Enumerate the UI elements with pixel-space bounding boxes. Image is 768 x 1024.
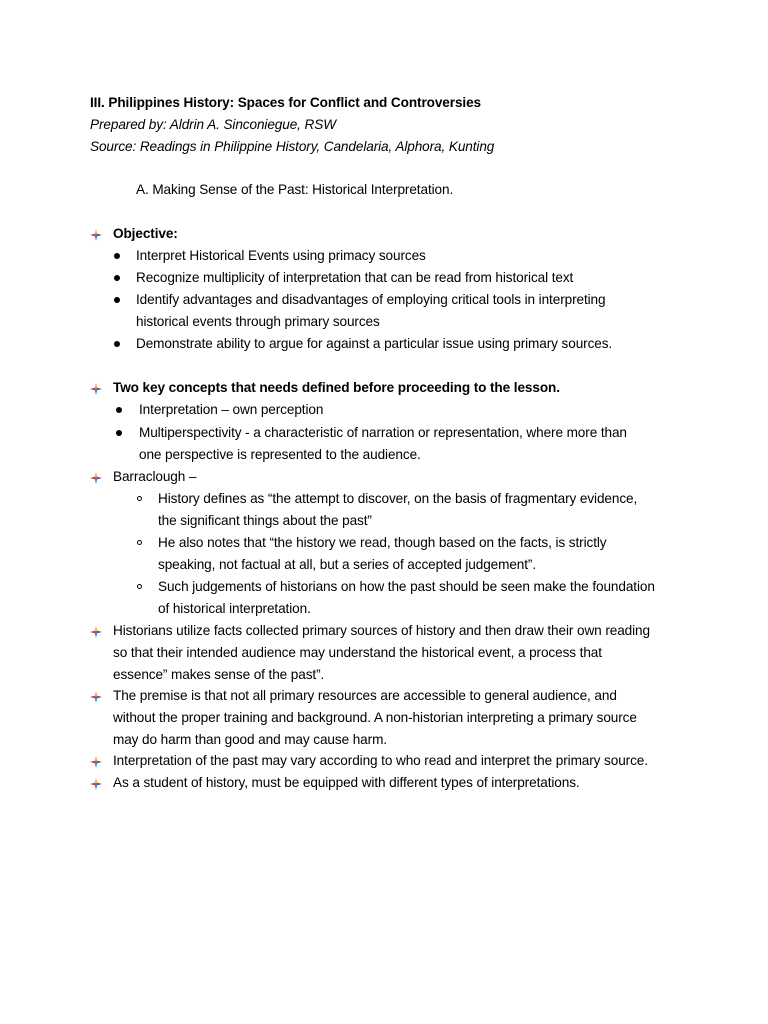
objective-label: Objective:	[113, 226, 178, 241]
bullet-dot	[116, 407, 122, 413]
objective-item: Interpret Historical Events using primacy sources	[136, 248, 426, 263]
star-bullet-icon	[90, 472, 102, 484]
bullet-dot	[114, 297, 120, 303]
bullet-dot	[114, 341, 120, 347]
star-bullet-icon	[90, 691, 102, 703]
paragraph-line: Interpretation of the past may vary according to who read and interpret the primary source.	[113, 753, 648, 768]
barraclough-item: He also notes that “the history we read, though based on the facts, is strictly	[158, 535, 607, 550]
barraclough-item-continuation: the significant things about the past”	[158, 513, 372, 528]
bullet-circle	[137, 496, 142, 501]
paragraph-line: so that their intended audience may understand the historical event, a process that	[113, 645, 602, 660]
barraclough-item-continuation: speaking, not factual at all, but a series of accepted judgement”.	[158, 557, 537, 572]
barraclough-item: Such judgements of historians on how the past should be seen make the foundation	[158, 579, 655, 594]
key-concepts-label: Two key concepts that needs defined before proceeding to the lesson.	[113, 380, 560, 395]
star-bullet-icon	[90, 626, 102, 638]
bullet-dot	[114, 253, 120, 259]
paragraph-line: As a student of history, must be equipped with different types of interpretations.	[113, 775, 580, 790]
bullet-dot	[116, 430, 122, 436]
source-line: Source: Readings in Philippine History, Candelaria, Alphora, Kunting	[90, 139, 495, 154]
paragraph-line: essence” makes sense of the past”.	[113, 667, 325, 682]
barraclough-item-continuation: of historical interpretation.	[158, 601, 311, 616]
objective-item: Recognize multiplicity of interpretation that can be read from historical text	[136, 270, 574, 285]
objective-item: Demonstrate ability to argue for against a particular issue using primary sources.	[136, 336, 613, 351]
objective-item-continuation: historical events through primary sources	[136, 314, 380, 329]
star-bullet-icon	[90, 778, 102, 790]
star-bullet-icon	[90, 229, 102, 241]
section-heading: A. Making Sense of the Past: Historical Interpretation.	[136, 182, 454, 197]
bullet-circle	[137, 584, 142, 589]
prepared-by: Prepared by: Aldrin A. Sinconiegue, RSW	[90, 117, 336, 132]
bullet-dot	[114, 275, 120, 281]
key-concept-item: Multiperspectivity - a characteristic of narration or representation, where more than	[139, 425, 627, 440]
objective-item: Identify advantages and disadvantages of employing critical tools in interpreting	[136, 292, 606, 307]
paragraph-line: The premise is that not all primary resources are accessible to general audience, and	[113, 688, 617, 703]
document-title: III. Philippines History: Spaces for Conflict and Controversies	[90, 95, 482, 110]
barraclough-label: Barraclough –	[113, 469, 197, 484]
paragraph-line: Historians utilize facts collected primary sources of history and then draw their own reading	[113, 623, 650, 638]
barraclough-item: History defines as “the attempt to discover, on the basis of fragmentary evidence,	[158, 491, 638, 506]
key-concept-item: Interpretation – own perception	[139, 402, 324, 417]
star-bullet-icon	[90, 756, 102, 768]
star-bullet-icon	[90, 383, 102, 395]
key-concept-item-continuation: one perspective is represented to the audience.	[139, 447, 421, 462]
paragraph-line: without the proper training and background. A non-historian interpreting a primary source	[113, 710, 637, 725]
bullet-circle	[137, 540, 142, 545]
paragraph-line: may do harm than good and may cause harm.	[113, 732, 387, 747]
